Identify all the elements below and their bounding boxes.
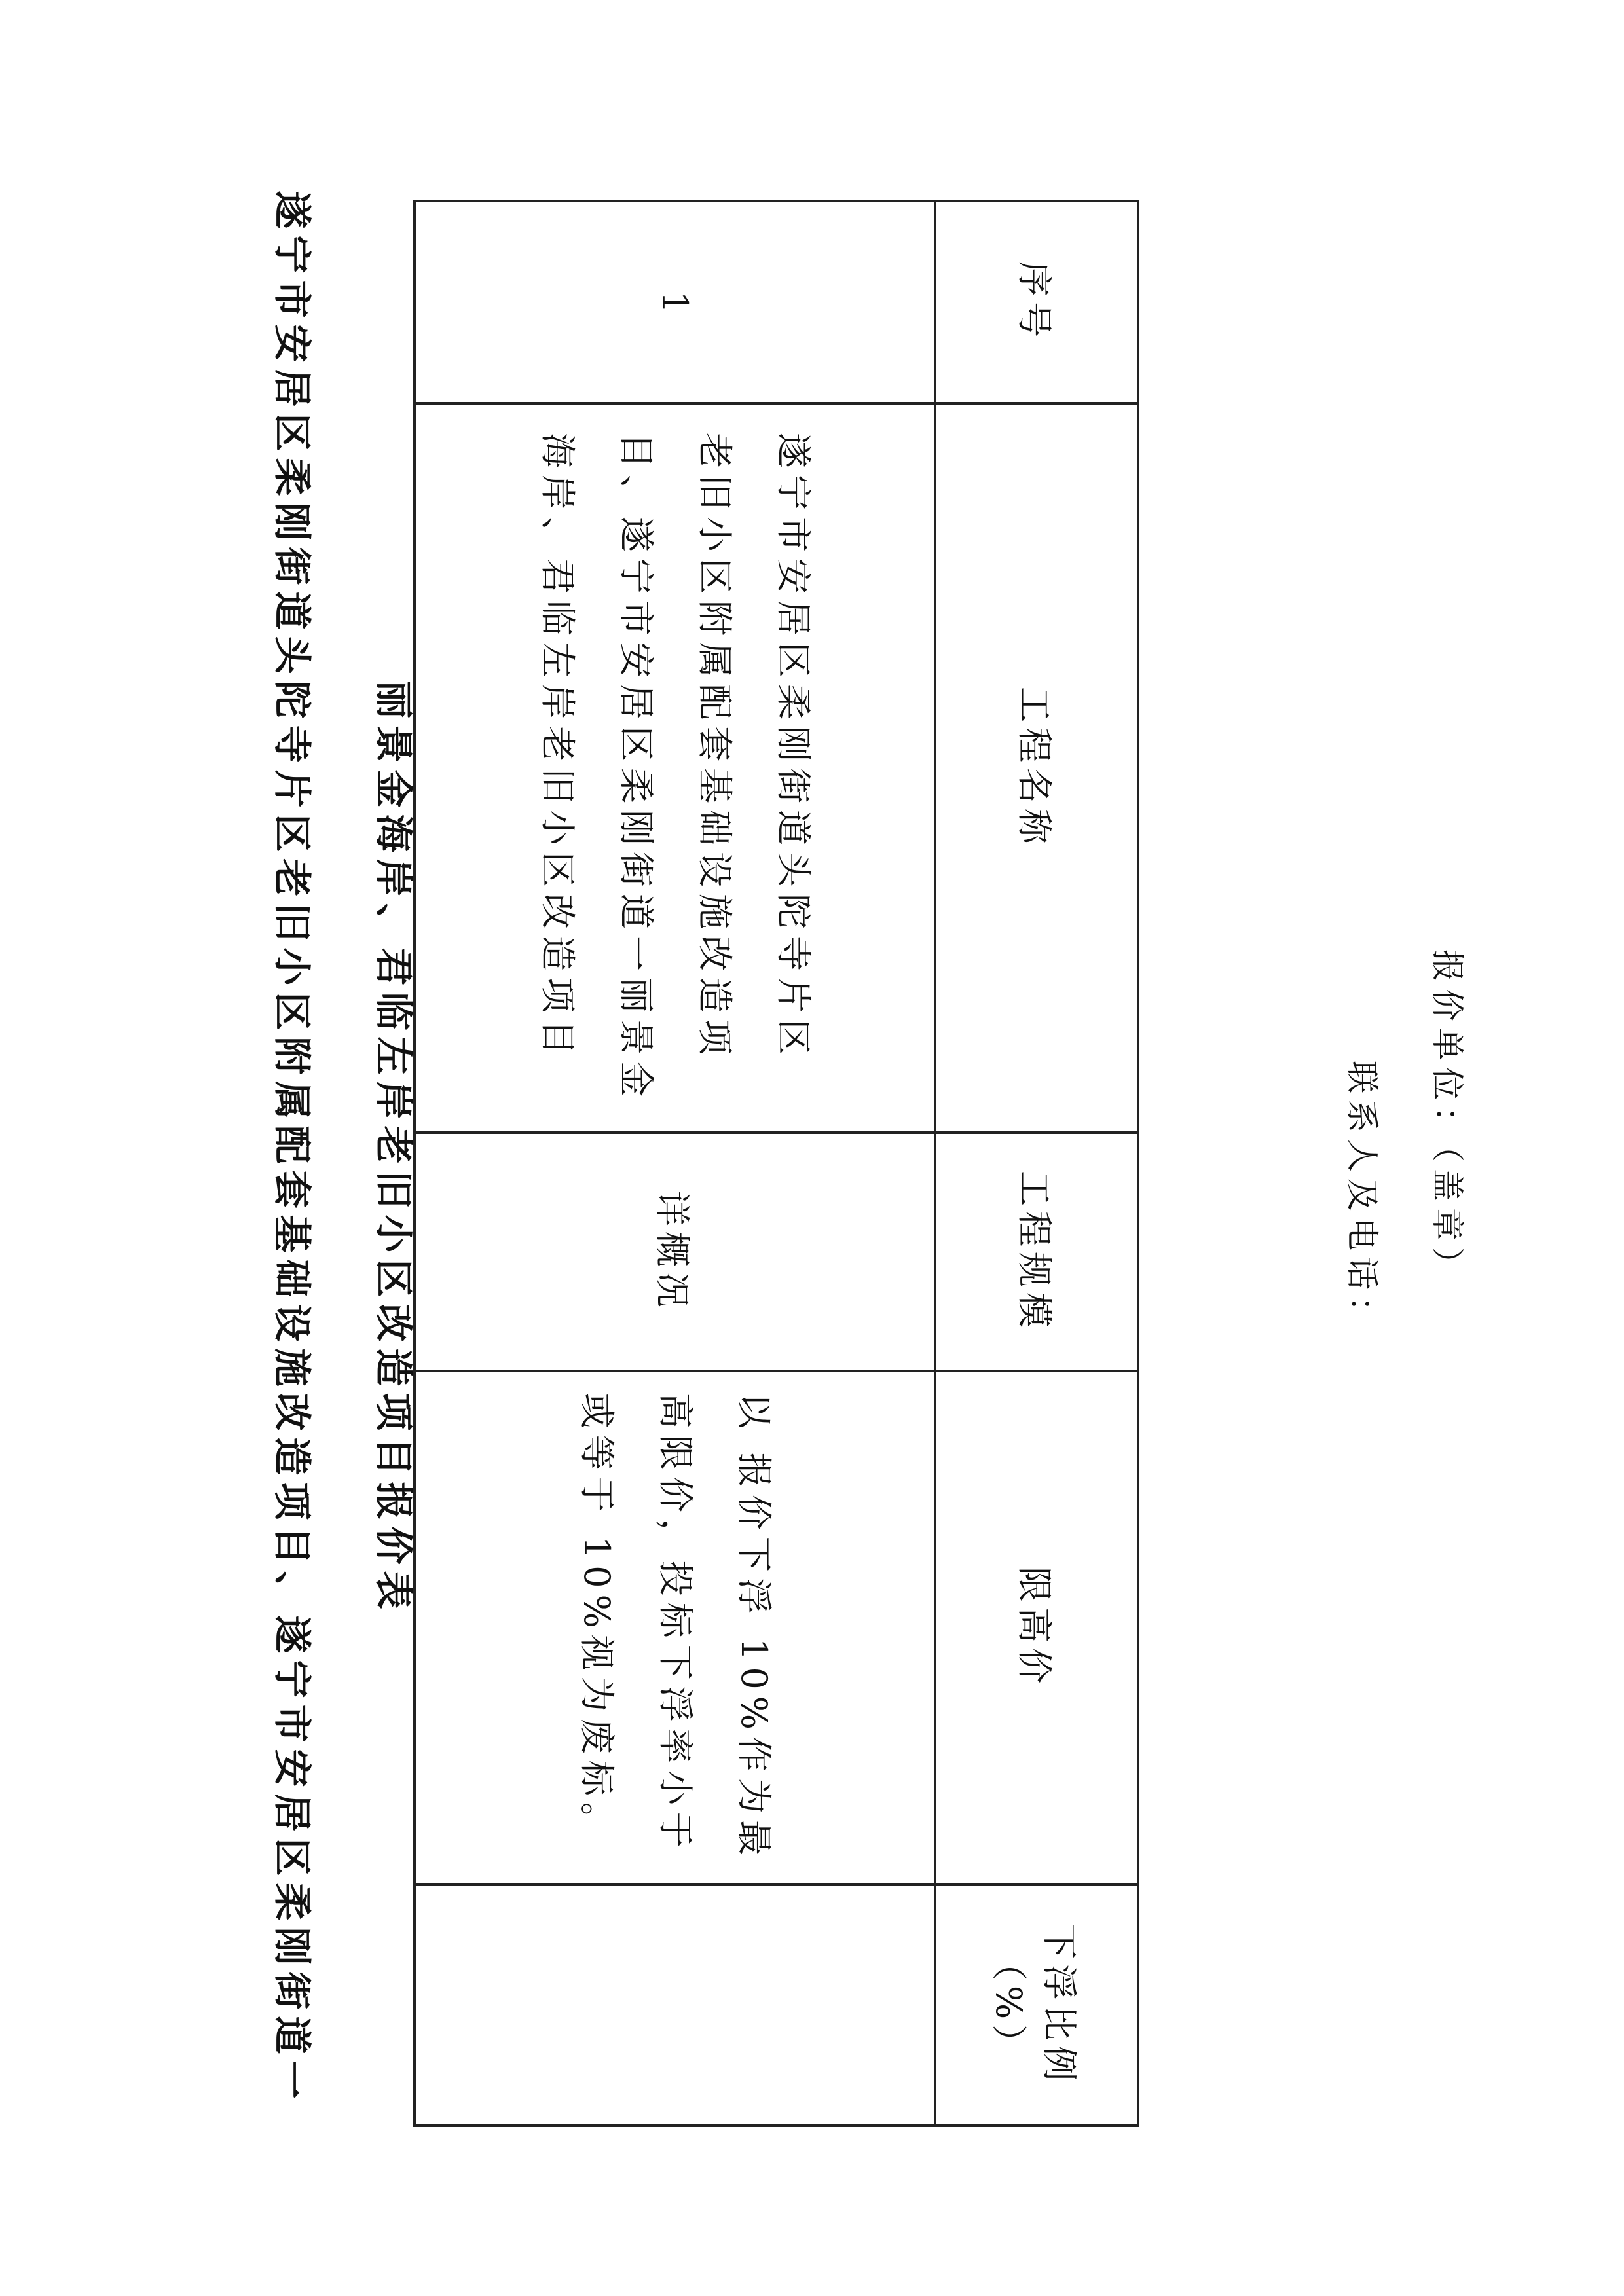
name-line: 目、遂宁市安居区柔刚街道一丽景金 [615, 433, 657, 1103]
table-header-row [935, 201, 1138, 2126]
table-row [415, 201, 935, 2126]
header-project-name: 工程名称 [935, 403, 1138, 1133]
float-ratio-value [415, 1884, 935, 2126]
header-limit-price: 限高价 [935, 1371, 1138, 1884]
contact-label: 联系人及电话： [1343, 1061, 1381, 1336]
project-scale-value [415, 1133, 935, 1371]
limit-line: 或等于 10%视为废标。 [576, 1393, 618, 1845]
project-name-value [415, 403, 935, 1133]
quote-unit-label: 报价单位：（盖章） [1428, 949, 1466, 1286]
name-line: 老旧小区附属配套基础设施改造项 [693, 433, 735, 1061]
row-number [415, 201, 935, 403]
limit-price-value [415, 1371, 935, 1884]
header-project-scale: 工程规模 [935, 1133, 1138, 1371]
header-number: 序号 [935, 201, 1138, 403]
quote-table [413, 200, 1139, 2127]
row-number-text: 1 [654, 291, 695, 314]
scale-text: 详概况 [652, 1191, 693, 1313]
title-line-2: 丽景金海岸、君临左岸老旧小区改造项目报价表 [371, 680, 416, 1616]
limit-line: 高限价，投标下浮率小于 [654, 1393, 696, 1854]
limit-line: 以 报价下浮 10%作为最 [733, 1393, 775, 1863]
header-float-ratio: 下浮比例（%） [935, 1884, 1138, 2126]
name-line: 遂宁市安居区柔刚街道头陀寺片区 [772, 433, 814, 1061]
title-line-1: 遂宁市安居区柔刚街道头陀寺片区老旧小区附属配套基础设施改造项目、遂宁市安居区柔刚街道一 [270, 191, 314, 2105]
name-line: 海岸、君临左岸老旧小区改造项目 [536, 433, 578, 1061]
